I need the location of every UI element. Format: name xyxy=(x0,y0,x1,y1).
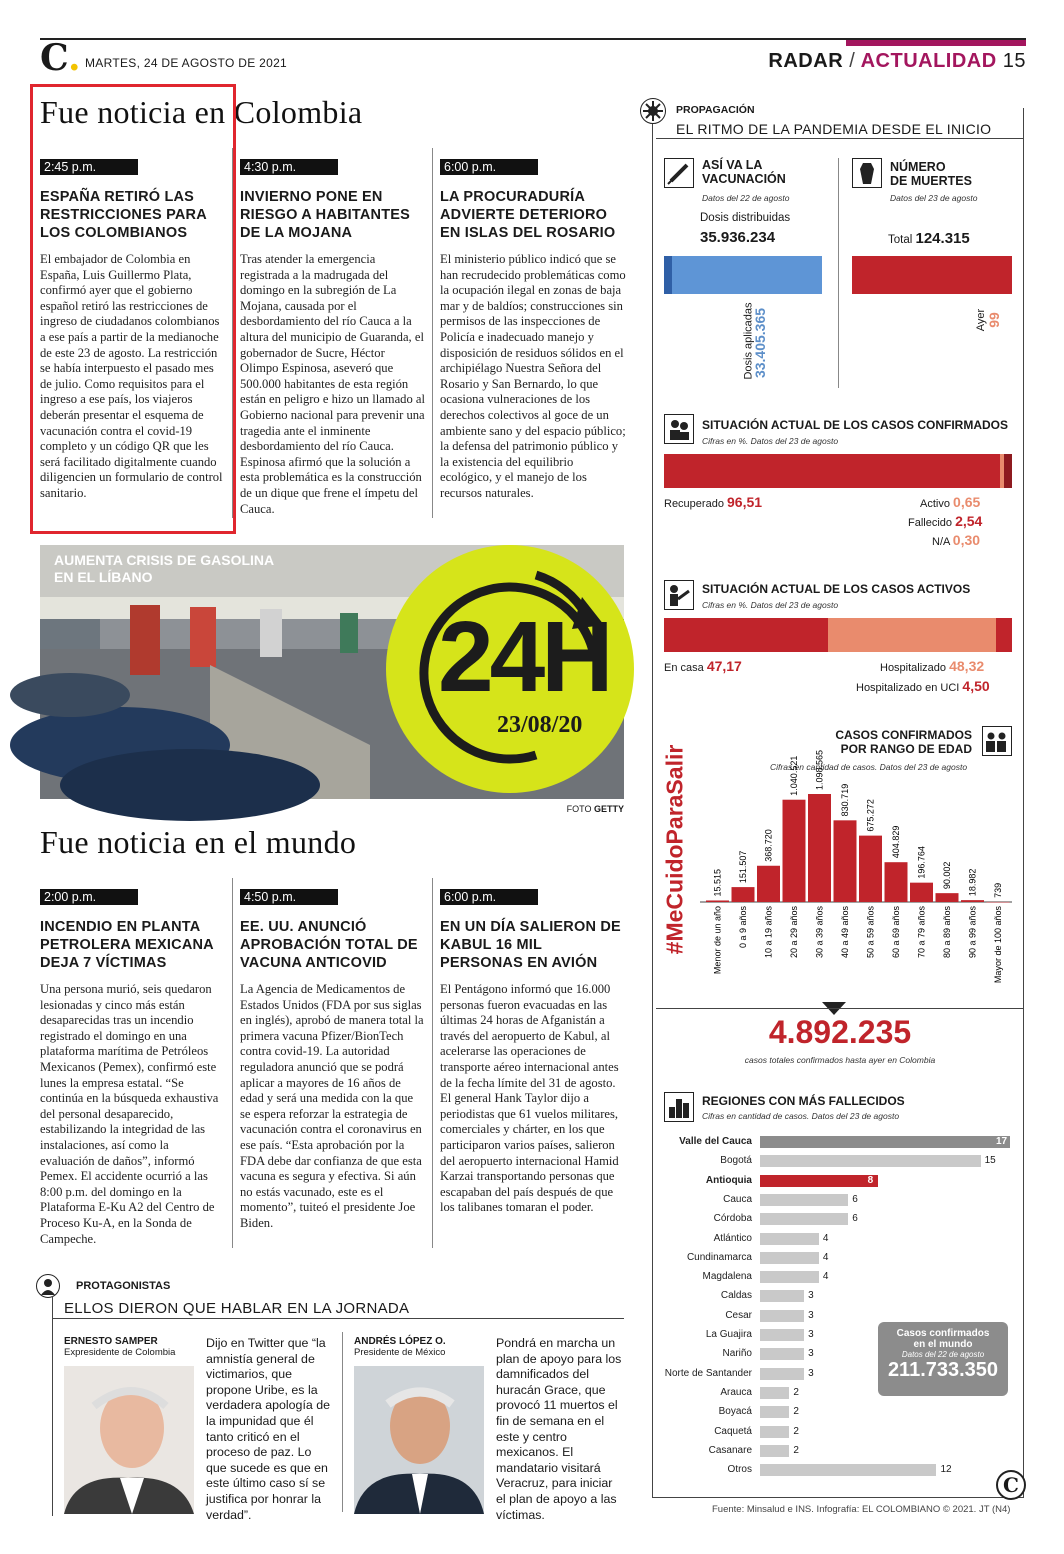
hospitalizado-label: Hospitalizado 48,32 xyxy=(880,658,985,674)
age-bar-value: 90.002 xyxy=(942,861,952,890)
headline: EE. UU. ANUNCIÓ APROBACIÓN TOTAL DE VACUNA ANTICOVID xyxy=(240,919,418,971)
time-badge: 4:30 p.m. xyxy=(240,159,338,175)
article-body: El ministerio público indicó que se han recrudecido problemáticas como la ocupación ilegal en zonas de baja mar y de baldíos; construcciones sin permisos de las inspecciones de Policía e inadecuado manejo y disposición de residuos sólidos en el archipiélago Nuestra Señora del Rosario y San Bernardo, lo que ocasiona vulneraciones de los derechos colectivos al goce de un ambiente sano y del espacio público; la defensa del patrimonio público y la existencia del equilibrio ecológico, y el manejo de los recursos naturales. xyxy=(440,252,626,500)
person-name: ANDRÉS LÓPEZ O. xyxy=(354,1336,446,1347)
syringe-icon xyxy=(664,158,694,188)
region-value: 2 xyxy=(793,1386,799,1398)
age-category-label: Mayor de 100 años xyxy=(993,906,1003,984)
confirmados-note: Cifras en %. Datos del 23 de agosto xyxy=(702,436,839,446)
person-amlo xyxy=(354,1336,494,1358)
headline: EN UN DÍA SALIERON DE KABUL 16 MIL PERSONAS EN AVIÓN xyxy=(440,919,621,971)
dosis-bar-edge xyxy=(664,256,672,294)
region-value: 2 xyxy=(793,1425,799,1437)
region-label: Nariño xyxy=(722,1348,752,1360)
region-bar xyxy=(760,1194,848,1206)
region-label: Bogotá xyxy=(720,1155,752,1167)
section-accent-bar xyxy=(846,40,1026,46)
region-bar xyxy=(760,1310,804,1322)
region-bar xyxy=(760,1271,819,1283)
total-rule xyxy=(656,1008,1024,1009)
age-bar-value: 675.272 xyxy=(865,799,876,832)
coffin-icon xyxy=(852,158,882,188)
person-icon xyxy=(36,1274,60,1298)
region-label: Arauca xyxy=(720,1386,752,1398)
newspaper-logo: C. xyxy=(40,37,81,79)
vacunacion-title: ASÍ VA LA VACUNACIÓN xyxy=(702,158,786,186)
dosis-aplicadas-label: Dosis aplicadas 33.405.365 xyxy=(742,302,769,380)
column-divider xyxy=(232,878,233,1248)
article-body: Una persona murió, seis quedaron lesionadas y cinco más están desaparecidas tras un incendio registrado el domingo en una plataforma marítima de Petróleos Mexicanos (Pemex), confirmó este lunes la empresa estatal. “Se continúa en la búsqueda exhaustiva del personal desaparecido, estabilizando la integridad de las instalaciones, así como la evaluación de daños”, informó Pemex. El accidente ocurrió a las 8:00 p.m. del domingo en la Plataforma E-Ku A2 del Centro de Proceso Ku-A, en la Sonda de Campeche. xyxy=(40,982,219,1246)
region-label: Caquetá xyxy=(714,1425,752,1437)
regiones-title: REGIONES CON MÁS FALLECIDOS xyxy=(702,1094,905,1108)
total-casos-label: casos totales confirmados hasta ayer en Colombia xyxy=(744,1055,936,1065)
region-value: 3 xyxy=(808,1309,814,1321)
hashtag: #MeCuidoParaSalir xyxy=(661,744,688,955)
edad-title: CASOS CONFIRMADOS POR RANGO DE EDAD xyxy=(835,728,972,756)
age-bar xyxy=(757,866,780,902)
age-bar-value: 18.982 xyxy=(967,868,978,897)
age-bar xyxy=(859,836,882,902)
age-category-label: 60 a 69 años xyxy=(891,906,901,959)
newspaper-logo-small: C xyxy=(996,1470,1026,1500)
column-divider xyxy=(432,878,433,1248)
region-bar xyxy=(760,1175,878,1187)
region-bar xyxy=(760,1252,819,1264)
time-badge: 6:00 p.m. xyxy=(440,159,538,175)
uci-label: Hospitalizado en UCI 4,50 xyxy=(856,678,990,694)
age-category-label: Menor de un año xyxy=(712,906,723,975)
age-bar xyxy=(936,893,959,902)
region-bar xyxy=(760,1426,789,1438)
age-bar xyxy=(885,862,908,902)
region-value: 4 xyxy=(822,1251,829,1263)
age-category-label: 50 a 59 años xyxy=(865,906,876,959)
edition-date: MARTES, 24 DE AGOSTO DE 2021 xyxy=(85,56,288,70)
age-category-label: 0 a 9 años xyxy=(738,906,748,949)
age-bar xyxy=(808,794,831,902)
section-label: RADAR / ACTUALIDAD 15 xyxy=(768,50,1026,72)
age-bar xyxy=(834,820,857,902)
age-bar xyxy=(732,887,755,902)
region-value: 3 xyxy=(808,1329,814,1340)
activos-bar xyxy=(664,618,1012,652)
age-category-label: 30 a 39 años xyxy=(814,906,825,959)
edad-note: Cifras en cantidad de casos. Datos del 23 de agosto xyxy=(770,762,968,772)
en-casa-label: En casa 47,17 xyxy=(664,658,742,674)
group-icon xyxy=(982,726,1012,756)
person-samper xyxy=(64,1336,204,1358)
age-bar xyxy=(706,900,729,902)
region-bar xyxy=(760,1329,804,1341)
region-bar xyxy=(760,1213,848,1225)
mundo-item-2 xyxy=(240,888,426,1232)
region-value: 17 xyxy=(996,1136,1008,1147)
column-divider xyxy=(432,148,433,518)
region-label: Magdalena xyxy=(702,1271,752,1283)
column-divider xyxy=(838,158,839,388)
age-bar-value: 1.098.565 xyxy=(814,749,825,790)
age-bar-value: 15.515 xyxy=(712,868,723,897)
region-label: Caldas xyxy=(720,1290,752,1302)
person-name: ERNESTO SAMPER xyxy=(64,1336,158,1347)
na-label: N/A 0,30 xyxy=(932,532,981,548)
region-label: Antioquia xyxy=(705,1174,752,1186)
region-value: 15 xyxy=(984,1155,996,1167)
samper-quote: Dijo en Twitter que “la amnistía general de victimarios, que propone Uribe, es la verdadera apología de la impunidad que él tanto criticó en el proceso de paz. Lo que sucede es que en este último caso sí se justifica por honrar la verdad”. xyxy=(206,1336,331,1522)
photo-credit: FOTO GETTY xyxy=(566,804,624,814)
muertes-title: NÚMERO DE MUERTES xyxy=(890,160,972,188)
article-body: El Pentágono informó que 16.000 personas fueron evacuadas en las últimas 24 horas de Afganistán a través del aeropuerto de Kabul, al acelerarse las operaciones de transporte aéreo internacional antes de la fecha límite del 31 de agosto. El general Hank Taylor dijo a periodistas que 61 vuelos militares, comerciales y chárter, en los que participaron varios países, salieron del aeropuerto internacional Hamid Karzai transportando personas que escapaban del país después de que los talibanes tomaran el poder. xyxy=(440,982,619,1215)
person-role: Presidente de México xyxy=(354,1347,446,1358)
region-label: Boyacá xyxy=(718,1406,752,1418)
region-bar xyxy=(760,1155,981,1167)
age-bar-value: 196.764 xyxy=(916,846,927,879)
highlight-box xyxy=(30,84,236,534)
region-label: Cesar xyxy=(725,1309,752,1321)
activos-title: SITUACIÓN ACTUAL DE LOS CASOS ACTIVOS xyxy=(702,582,971,596)
region-bar xyxy=(760,1464,936,1476)
bar-chart-icon xyxy=(664,1092,694,1122)
region-bar xyxy=(760,1290,804,1302)
infographic-rule xyxy=(656,138,1024,139)
mundo-item-1 xyxy=(40,888,226,1247)
age-bar-value: 739 xyxy=(993,882,1003,898)
region-bar xyxy=(760,1136,1010,1148)
region-bar xyxy=(760,1348,804,1360)
region-label: Otros xyxy=(727,1464,752,1476)
infographic-label: PROPAGACIÓN xyxy=(676,104,755,116)
total-casos: 4.892.235 xyxy=(768,1014,912,1050)
time-badge: 6:00 p.m. xyxy=(440,889,538,905)
region-value: 2 xyxy=(793,1406,799,1418)
confirmados-bar xyxy=(664,454,1012,488)
age-bar xyxy=(783,800,806,902)
virus-icon xyxy=(640,98,666,124)
age-category-label: 10 a 19 años xyxy=(763,906,774,959)
activo-label: Activo 0,65 xyxy=(920,494,981,510)
column-divider xyxy=(342,1332,343,1512)
age-category-label: 80 a 89 años xyxy=(942,906,952,959)
protagonistas-label: PROTAGONISTAS xyxy=(76,1280,171,1292)
article-body: Tras atender la emergencia registrada a la madrugada del domingo en la subregión de La Mojana, causada por el desbordamiento del río Cauca a la altura del municipio de Guaranda, el gobernador de Sucre, Héctor Olimpo Espinosa, aseveró que 500.000 habitantes de esta región están en peligro e hizo un llamado al Gobierno nacional para prevenir una tragedia ante el inminente desbordamiento del río Cauca. Espinosa afirmó que la solución a esta problemática es la construcción de un dique que frene el ímpetu del Cauca. xyxy=(240,252,425,516)
activos-note: Cifras en %. Datos del 23 de agosto xyxy=(702,600,839,610)
people-icon xyxy=(664,414,694,444)
fallecido-label: Fallecido 2,54 xyxy=(908,513,983,529)
headline: LA PROCURADURÍA ADVIERTE DETERIORO EN ISLAS DEL ROSARIO xyxy=(440,189,616,241)
region-bar xyxy=(760,1445,789,1457)
region-value: 3 xyxy=(808,1290,814,1302)
region-label: Norte de Santander xyxy=(664,1367,752,1379)
colombia-title: Fue noticia en Colombia xyxy=(40,94,363,130)
age-bar xyxy=(961,900,984,902)
mundo-item-3 xyxy=(440,888,626,1216)
region-value: 4 xyxy=(822,1232,829,1244)
colombia-item-3 xyxy=(440,158,626,502)
region-value: 6 xyxy=(852,1193,858,1205)
region-label: Casanare xyxy=(708,1444,752,1456)
time-badge: 2:45 p.m. xyxy=(40,159,138,175)
age-category-label: 90 a 99 años xyxy=(967,906,978,959)
age-bar-value: 368.720 xyxy=(763,829,774,862)
region-label: Córdoba xyxy=(713,1213,752,1225)
muertes-total-label: Total 124.315 xyxy=(888,230,970,247)
age-bar-value: 151.507 xyxy=(738,850,748,884)
region-value: 2 xyxy=(793,1444,799,1456)
protagonistas-rule xyxy=(52,1318,624,1319)
time-badge: 2:00 p.m. xyxy=(40,889,138,905)
time-badge: 4:50 p.m. xyxy=(240,889,338,905)
amlo-photo xyxy=(354,1366,484,1514)
person-role: Expresidente de Colombia xyxy=(64,1347,176,1358)
source-footer: Fuente: Minsalud e INS. Infografía: EL COLOMBIANO © 2021. JT (N4) xyxy=(712,1504,1011,1515)
region-bar xyxy=(760,1233,819,1245)
regiones-note: Cifras en cantidad de casos. Datos del 23 de agosto xyxy=(702,1111,900,1121)
mundo-title: Fue noticia en el mundo xyxy=(40,824,357,860)
region-bar xyxy=(760,1368,804,1380)
vacunacion-note: Datos del 22 de agosto xyxy=(702,193,790,203)
region-value: 6 xyxy=(852,1213,858,1225)
amlo-quote: Pondrá en marcha un plan de apoyo para los damnificados del huracán Grace, que provocó 11 muertos el fin de semana en el este y centro mexicanos. El mandatario visitará Veracruz, para iniciar el plan de apoyo a las víctimas. xyxy=(496,1336,622,1522)
protagonistas-title: ELLOS DIERON QUE HABLAR EN LA JORNADA xyxy=(64,1300,410,1317)
region-bar xyxy=(760,1387,789,1399)
dosis-distribuidas-value: 35.936.234 xyxy=(700,229,776,246)
headline: ESPAÑA RETIRÓ LAS RESTRICCIONES PARA LOS COLOMBIANOS xyxy=(40,189,207,241)
region-value: 12 xyxy=(940,1464,952,1476)
headline: INVIERNO PONE EN RIESGO A HABITANTES DE LA MOJANA xyxy=(240,189,411,241)
protagonistas-side-rule xyxy=(52,1296,53,1516)
age-category-label: 70 a 79 años xyxy=(916,906,927,959)
patient-icon xyxy=(664,580,694,610)
muertes-ayer: Ayer 99 xyxy=(975,308,1002,332)
muertes-bar xyxy=(852,256,1012,294)
age-bar-value: 404.829 xyxy=(891,825,901,859)
region-value: 8 xyxy=(867,1174,874,1186)
region-value: 3 xyxy=(808,1367,814,1379)
regions-bar-chart xyxy=(664,1136,1014,1486)
recuperado-label: Recuperado 96,51 xyxy=(664,494,763,510)
age-bar-value: 830.719 xyxy=(840,783,850,817)
dosis-distribuidas-label: Dosis distribuidas xyxy=(700,212,791,224)
world-cases-box: Casos confirmados en el mundo Datos del 22 de agosto 211.733.350 xyxy=(878,1322,1008,1396)
24h-label: 24H xyxy=(438,601,610,713)
confirmados-title: SITUACIÓN ACTUAL DE LOS CASOS CONFIRMADOS xyxy=(702,418,1009,432)
article-body: El embajador de Colombia en España, Luis Guillermo Plata, confirmó ayer que el gobierno español retiró las restricciones de ingreso de ciudadanos colombianos a ese país a partir de la medianoche de este 23 de agosto. La restricción se había interpuesto el pasado mes de julio. Como requisitos para el ingreso a ese país, los viajeros deberán presentar el esquema de vacunación contra el covid-19 completo y un código QR que les será facilitado digitalmente cuando diligencien un formulario de control sanitario. xyxy=(40,252,223,500)
samper-photo xyxy=(64,1366,194,1514)
dosis-bar xyxy=(664,256,822,294)
age-bar-value: 1.040.521 xyxy=(789,755,799,796)
infographic-title: EL RITMO DE LA PANDEMIA DESDE EL INICIO xyxy=(676,121,992,137)
region-value: 3 xyxy=(808,1348,814,1360)
headline: INCENDIO EN PLANTA PETROLERA MEXICANA DEJA 7 VÍCTIMAS xyxy=(40,919,214,971)
region-label: Atlántico xyxy=(713,1232,752,1244)
fallecido-segment xyxy=(1004,454,1012,488)
hospitalizado-segment xyxy=(828,618,996,652)
region-label: La Guajira xyxy=(705,1329,752,1340)
region-label: Cundinamarca xyxy=(686,1251,752,1263)
age-category-label: 40 a 49 años xyxy=(840,906,850,959)
region-label: Cauca xyxy=(723,1193,752,1205)
muertes-note: Datos del 23 de agosto xyxy=(890,193,978,203)
24h-date: 23/08/20 xyxy=(497,712,583,738)
region-label: Valle del Cauca xyxy=(679,1136,752,1147)
photo-caption: AUMENTA CRISIS DE GASOLINA EN EL LÍBANO xyxy=(54,552,274,585)
article-body: La Agencia de Medicamentos de Estados Unidos (FDA por sus siglas en inglés), aprobó de manera total la primera vacuna Pfizer/BionTech contra covid-19. La autoridad reguladora anunció que se podrá aplicar a mayores de 16 años de edad y será una medida con la que se espera reforzar la estrategia de vacunación contra el coronavirus en ese país. “Esta aprobación por la FDA debe dar confianza de que esta vacuna es segura y efectiva. Si aún no estás vacunado, este es el momento”, tuiteó el presidente Joe Biden. xyxy=(240,982,424,1230)
colombia-item-2 xyxy=(240,158,426,517)
age-bar xyxy=(910,883,933,902)
region-bar xyxy=(760,1406,789,1418)
age-bar xyxy=(987,902,1010,903)
age-category-label: 20 a 29 años xyxy=(789,906,799,959)
region-value: 4 xyxy=(822,1271,829,1283)
